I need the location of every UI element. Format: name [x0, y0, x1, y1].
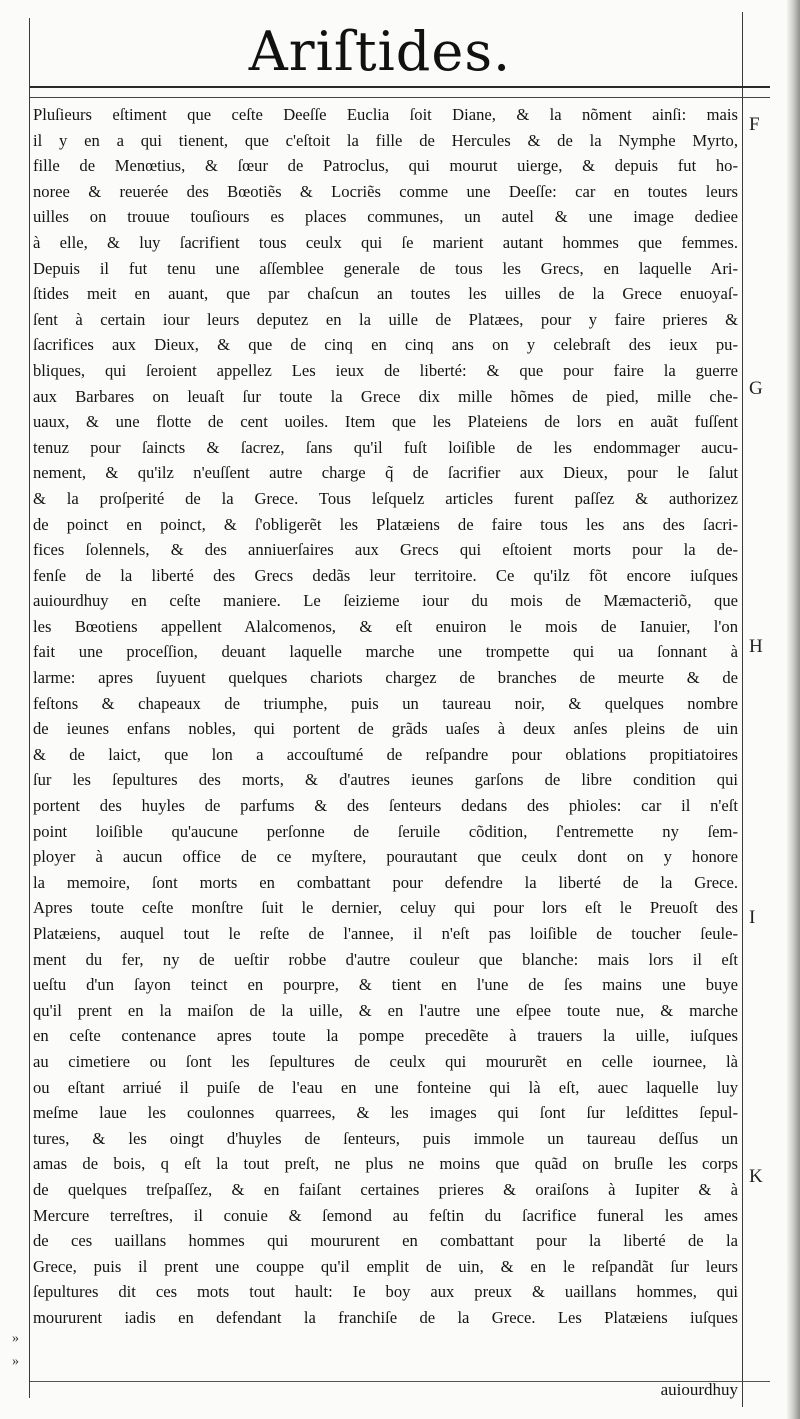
text-line: & la proſperité de la Grece. Tous leſquelz articles furent paſſez & authorizez	[33, 488, 738, 508]
text-line: ſacrifices aux Dieux, & que de cinq en cinq ans on y celebraſt des ieux pu-	[33, 335, 738, 355]
page-edge-shadow	[786, 0, 800, 1419]
catchword: auiourdhuy	[660, 1380, 738, 1399]
text-line: de ieunes enfans nobles, qui portent de grãds uaſes à deux anſes pleins de uin	[33, 719, 738, 739]
text-line: à elle, & luy ſacrifient tous ceulx qui ſe marient autant hommes que femmes.	[33, 232, 738, 252]
quote-mark: »	[12, 1354, 19, 1369]
text-line: feſtons & chapeaux de triumphe, puis un taureau noir, & quelques nombre	[33, 693, 738, 713]
text-line: amas de bois, q eſt la tout preſt, ne plus ne moins que quãd on bruſle les corps	[33, 1154, 738, 1174]
text-line: Depuis il fut tenu une aſſemblee generale de tous les Grecs, en laquelle Ari-	[33, 258, 738, 278]
text-line: Mercure terreſtres, il conuie & ſemond au feſtin du ſacrifice funeral les ames	[33, 1205, 738, 1225]
left-margin-rule	[29, 18, 30, 1398]
header-rule-thin	[30, 97, 770, 98]
text-line: au cimetiere ou ſont les ſepultures de ceulx qui moururẽt en celle iournee, là	[33, 1051, 738, 1071]
margin-letter-k: K	[749, 1166, 763, 1187]
margin-letter-h: H	[749, 636, 763, 657]
margin-letter-f: F	[749, 114, 760, 135]
text-line: uaux, & une flotte de cent uoiles. Item que les Plateiens de lors en auãt fuſſent	[33, 412, 738, 432]
text-line: larme: apres ſuyuent quelques chariots chargez de branches de meurte & de	[33, 668, 738, 688]
text-line: ueſtu d'un ſayon teinct en pourpre, & tient en l'une de ſes mains une buye	[33, 975, 738, 995]
text-line: ployer à aucun office de ce myſtere, pourautant que ceulx dont on y honore	[33, 847, 738, 867]
text-line: fices ſolennels, & des anniuerſaires aux Grecs qui eſtoient morts pour la de-	[33, 540, 738, 560]
text-line: en ceſte contenance apres toute la pompe precedẽte à trauers la uille, iuſques	[33, 1026, 738, 1046]
header-rule	[30, 86, 770, 88]
text-line: uilles on trouue touſiours es places communes, un autel & une image dediee	[33, 207, 738, 227]
text-line: ſepultures dit ces mots tout hault: Ie boy aux preux & uaillans hommes, qui	[33, 1282, 738, 1302]
text-line: ment du fer, ny de ueſtir robbe d'autre couleur que blanche: mais lors il eſt	[33, 949, 738, 969]
text-line: noree & reuerée des Bœotiẽs & Locriẽs comme une Deeſſe: car en toutes leurs	[33, 181, 738, 201]
text-line: ou eſtant arriué il puiſe de l'eau en une fonteine qui là eſt, auec laquelle luy	[33, 1077, 738, 1097]
right-margin-rule	[742, 12, 743, 1407]
body-text	[33, 102, 738, 1331]
text-line: ſur les ſepultures des morts, & d'autres ieunes garſons de libre condition qui	[33, 770, 738, 790]
text-line: tenuz pour ſaincts & ſacrez, ſans qu'il fuſt loiſible de les endommager aucu-	[33, 437, 738, 457]
text-line: de poinct en poinct, & ſ'obligerẽt les Platæiens de faire tous les ans des ſacri-	[33, 514, 738, 534]
text-line: ſent à certain iour leurs deputez en la uille de Platæes, pour y faire prieres &	[33, 309, 738, 329]
text-line: Grece, puis il prent une couppe qu'il emplit de uin, & en le reſpandãt ſur leurs	[33, 1256, 738, 1276]
text-line: ſtides meit en auant, que par chaſcun an toutes les uilles de la Grece enuoyaſ-	[33, 284, 738, 304]
text-line: de ces uaillans hommes qui moururent en combattant pour la liberté de la	[33, 1231, 738, 1251]
footer-rule	[30, 1381, 770, 1382]
text-line: tures, & les oingt d'huyles de ſenteurs, puis immole un taureau deſſus un	[33, 1128, 738, 1148]
text-line: fenſe de la liberté des Grecs dedãs leur territoire. Ce qu'ilz fõt encore iuſques	[33, 565, 738, 585]
text-line: & de laict, que lon a accouſtumé de reſpandre pour oblations propitiatoires	[33, 744, 738, 764]
text-line: nement, & qu'ilz n'euſſent autre charge q̃ de ſacrifier aux Dieux, pour le ſalut	[33, 463, 738, 483]
text-line: fille de Menœtius, & ſœur de Patroclus, qui mourut uierge, & depuis fut ho-	[33, 156, 738, 176]
running-head-title: Ariſtides.	[248, 20, 512, 83]
quote-mark: »	[12, 1331, 19, 1346]
text-line: fait une proceſſion, deuant laquelle marche une trompette qui ua ſonnant à	[33, 642, 738, 662]
text-line: les Bœotiens appellent Alalcomenos, & eſt enuiron le mois de Ianuier, l'on	[33, 616, 738, 636]
text-line: de quelques treſpaſſez, & en faiſant certaines prieres & oraiſons à Iupiter & à	[33, 1179, 738, 1199]
margin-letter-i: I	[749, 907, 756, 928]
text-line: point loiſible qu'aucune perſonne de ſeruile cõdition, ſ'entremette ny ſem-	[33, 821, 738, 841]
text-line: bliques, qui ſeroient appellez Les ieux de liberté: & que pour faire la guerre	[33, 360, 738, 380]
text-line: meſme laue les coulonnes quarrees, & les images qui ſont ſur leſdittes ſepul-	[33, 1103, 738, 1123]
margin-letter-g: G	[749, 378, 763, 399]
text-line: auiourdhuy en ceſte maniere. Le ſeizieme iour du mois de Mæmacteriõ, que	[33, 591, 738, 611]
text-line: moururent iadis en defendant la franchiſe de la Grece. Les Platæiens iuſques	[33, 1307, 738, 1327]
text-line: la memoire, ſont morts en combattant pour defendre la liberté de la Grece.	[33, 872, 738, 892]
text-line: qu'il prent en la maiſon de la uille, & en l'autre une eſpee toute nue, & marche	[33, 1000, 738, 1020]
text-line: Apres toute ceſte monſtre ſuit le dernier, celuy qui pour lors eſt le Preuoſt des	[33, 898, 738, 918]
text-line: aux Barbares on leuaſt ſur toute la Grece dix mille hõmes de pied, mille che-	[33, 386, 738, 406]
text-line: Platæiens, auquel tout le reſte de l'annee, il n'eſt pas loiſible de toucher ſeule-	[33, 924, 738, 943]
text-line: il y en a qui tienent, que c'eſtoit la fille de Hercules & de la Nymphe Myrto,	[33, 130, 738, 150]
text-line: Pluſieurs eſtiment que ceſte Deeſſe Euclia ſoit Diane, & la nõment ainſi: mais	[33, 105, 738, 124]
text-line: portent des huyles de parfums & des ſenteurs dedans des phioles: car il n'eſt	[33, 796, 738, 816]
